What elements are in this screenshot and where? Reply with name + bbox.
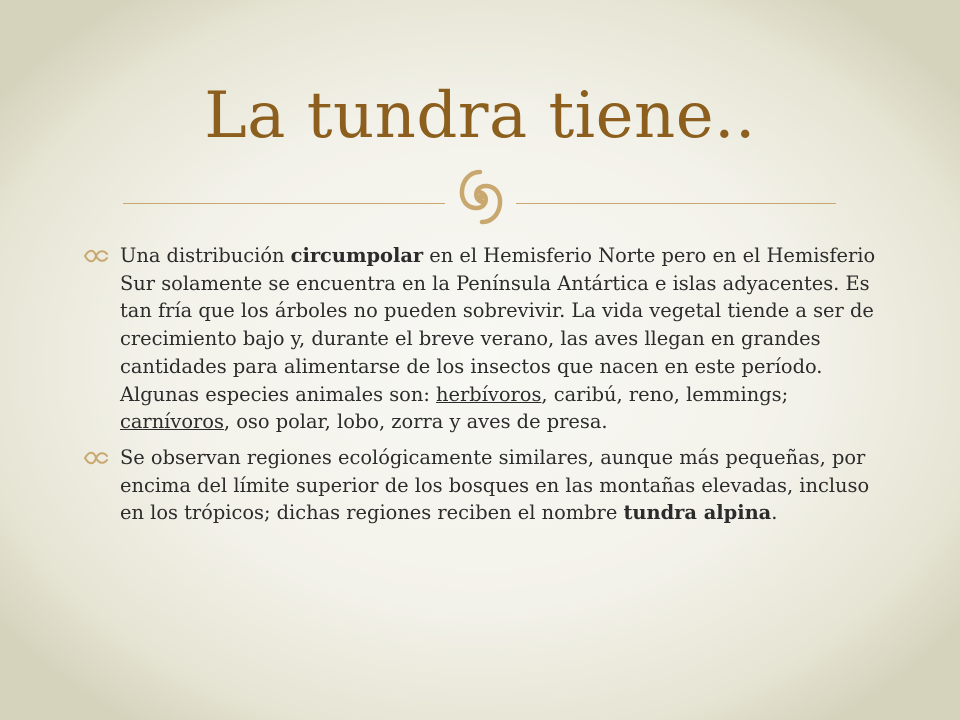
bullet-text: Una distribución [120, 244, 291, 267]
bullet-item-alpine-tundra [83, 444, 883, 527]
bullet-text: Se observan regiones ecológicamente similares, aunque más pequeñas, por encima del límite superior de los bosques en las montañas elevadas, incluso en los trópicos; dichas regiones reciben el nombre [120, 445, 870, 525]
title-divider-left [123, 203, 445, 204]
bullet-text: , caribú, reno, lemmings; [541, 382, 789, 406]
bullet-list [83, 242, 883, 535]
underlined-term-herbivoros: herbívoros [436, 382, 542, 406]
title-divider-right [516, 203, 836, 204]
bold-term-tundra-alpina: tundra alpina [623, 501, 772, 525]
leaf-bullet-icon [83, 450, 109, 466]
slide-title: La tundra tiene.. [204, 79, 756, 153]
bullet-text: . [771, 501, 778, 525]
bullet-item-tundra-distribution [83, 242, 883, 436]
fleur-ornament-icon [449, 166, 513, 226]
bullet-text: en el Hemisferio Norte pero en el Hemisferio Sur solamente se encuentra en la Península Antártica e islas adyacentes. Es tan fría que los árboles no pueden sobrevivir. La vida vegetal tiende a ser de crecimiento bajo y, durante el breve verano, las aves llegan en grandes cantidades para alimentarse de los insectos que nacen en este período. Algunas especies animales son: [120, 244, 876, 406]
bold-term-circumpolar: circumpolar [290, 244, 424, 267]
underlined-term-carnivoros: carnívoros [120, 410, 224, 434]
bullet-text: , oso polar, lobo, zorra y aves de presa. [223, 410, 608, 434]
leaf-bullet-icon [83, 248, 109, 264]
